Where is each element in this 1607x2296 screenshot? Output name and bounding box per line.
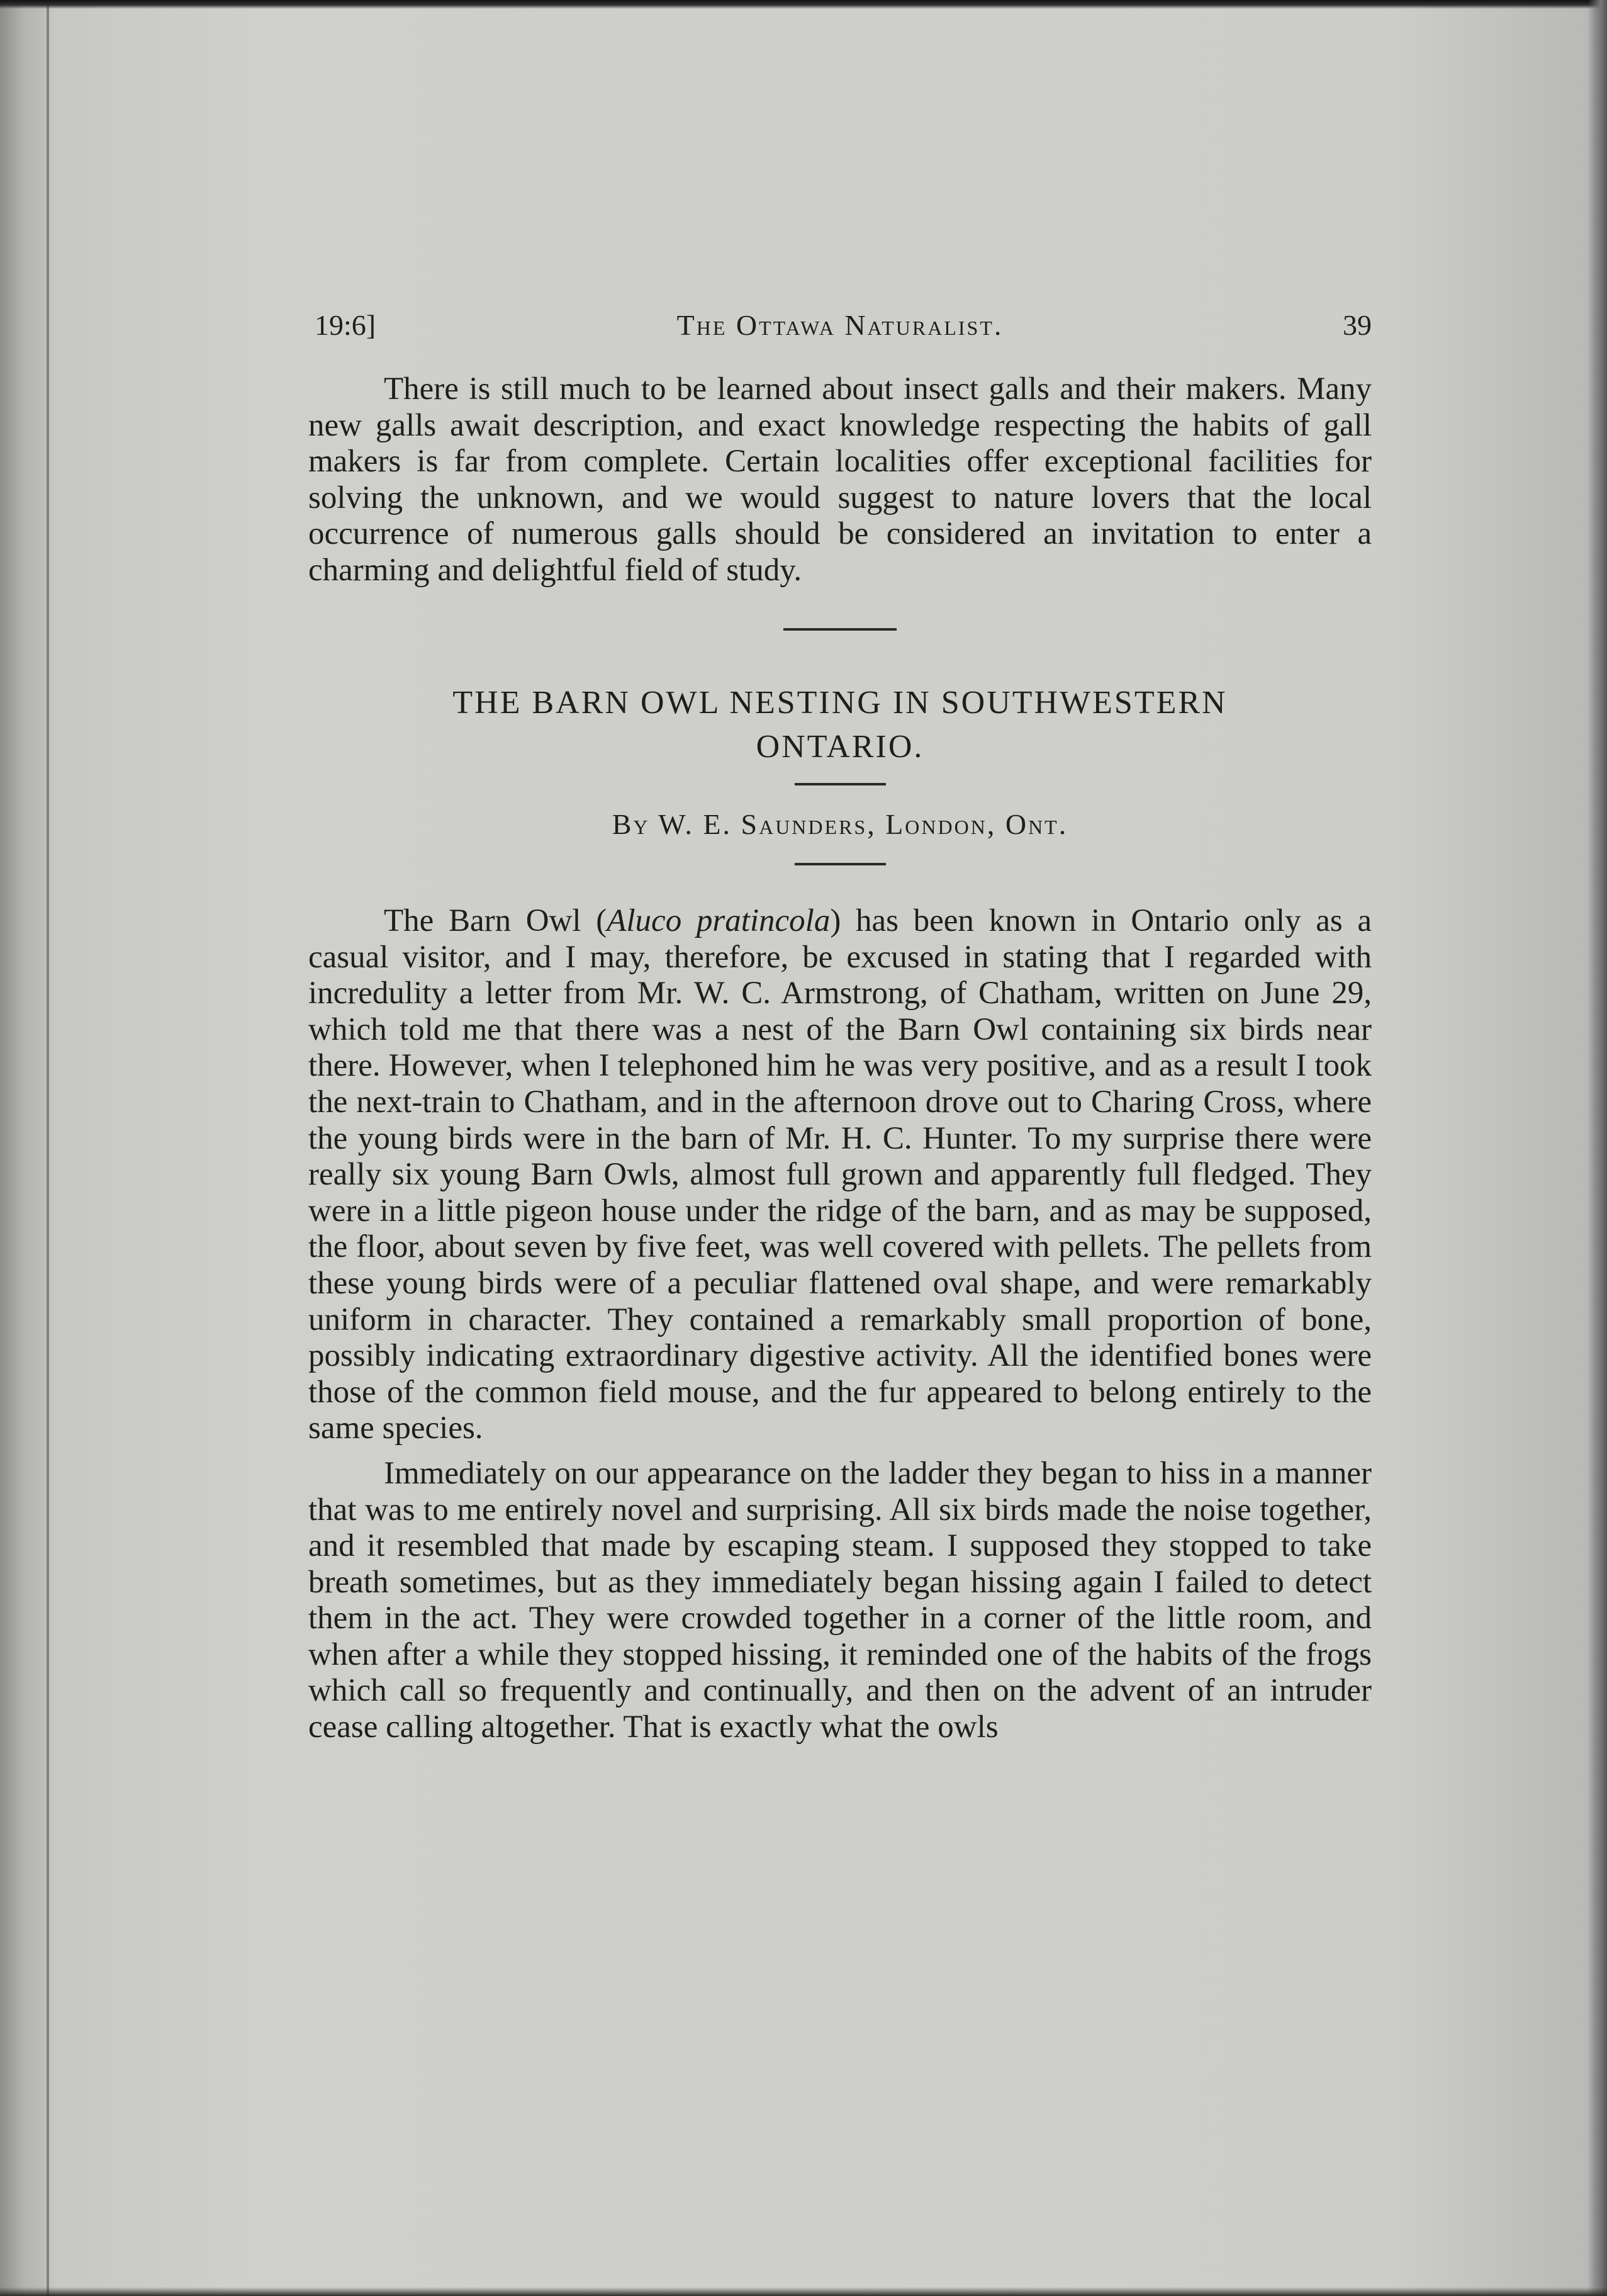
scientific-name: Aluco pratincola [607, 903, 831, 938]
page-right-edge [1588, 0, 1607, 2296]
page-bottom-edge [0, 2287, 1607, 2296]
header-year: 19:6] [315, 309, 376, 341]
article-title [308, 681, 1372, 769]
section-divider [783, 628, 897, 631]
byline-divider [795, 863, 886, 865]
title-divider [795, 783, 886, 785]
intro-paragraph: There is still much to be learned about insect galls and their makers. Many new galls await description, and exact knowledge respecting the habits of gall makers is far from complete. Certain localities offer exceptional facilities for solving the unknown, and we would suggest to nature lovers that the local occurrence of numerous galls should be considered an invitation to enter a charming and delightful field of study. [308, 371, 1372, 588]
page-number: 39 [1343, 309, 1372, 341]
journal-title: The Ottawa Naturalist. [676, 309, 1004, 341]
page-top-edge [0, 0, 1607, 9]
running-head [308, 308, 1372, 352]
article-paragraph-1 [308, 903, 1372, 1447]
page-content [308, 308, 1372, 1746]
article-paragraph-2: Immediately on our appearance on the ladder they began to hiss in a manner that was to me entirely novel and surprising. All six birds made the noise together, and it resembled that made by escaping steam. I supposed they stopped to take breath sometimes, but as they immediately began hissing again I failed to detect them in the act. They were crowded together in a corner of the little room, and when after a while they stopped hissing, it reminded one of the habits of the frogs which call so frequently and continually, and then on the advent of an intruder cease calling altogether. That is exactly what the owls [308, 1455, 1372, 1745]
p1-text-rest: ) has been known in Ontario only as a casual visitor, and I may, therefore, be excused in stating that I regarded with incredulity a letter from Mr. W. C. Armstrong, of Chatham, written on June 29, which told me that there was a nest of the Barn Owl containing six birds near there. However, when I telephoned him he was very positive, and as a result I took the next-train to Chatham, and in the afternoon drove out to Charing Cross, where the young birds were in the barn of Mr. H. C. Hunter. To my surprise there were really six young Barn Owls, almost full grown and apparently full fledged. They were in a little pigeon house under the ridge of the barn, and as may be supposed, the floor, about seven by five feet, was well covered with pellets. The pellets from these young birds were of a peculiar flattened oval shape, and were remarkably uniform in character. They contained a remarkably small proportion of bone, possibly indicating extraordinary digestive activity. All the identified bones were those of the common field mouse, and the fur appeared to belong entirely to the same species. [308, 903, 1372, 1446]
article-title-line-1: THE BARN OWL NESTING IN SOUTHWESTERN [452, 685, 1228, 721]
article-title-line-2: ONTARIO. [756, 729, 924, 765]
byline: By W. E. Saunders, London, Ont. [612, 808, 1068, 840]
page-gutter-line [47, 0, 49, 2296]
p1-text-start: The Barn Owl ( [384, 903, 607, 938]
